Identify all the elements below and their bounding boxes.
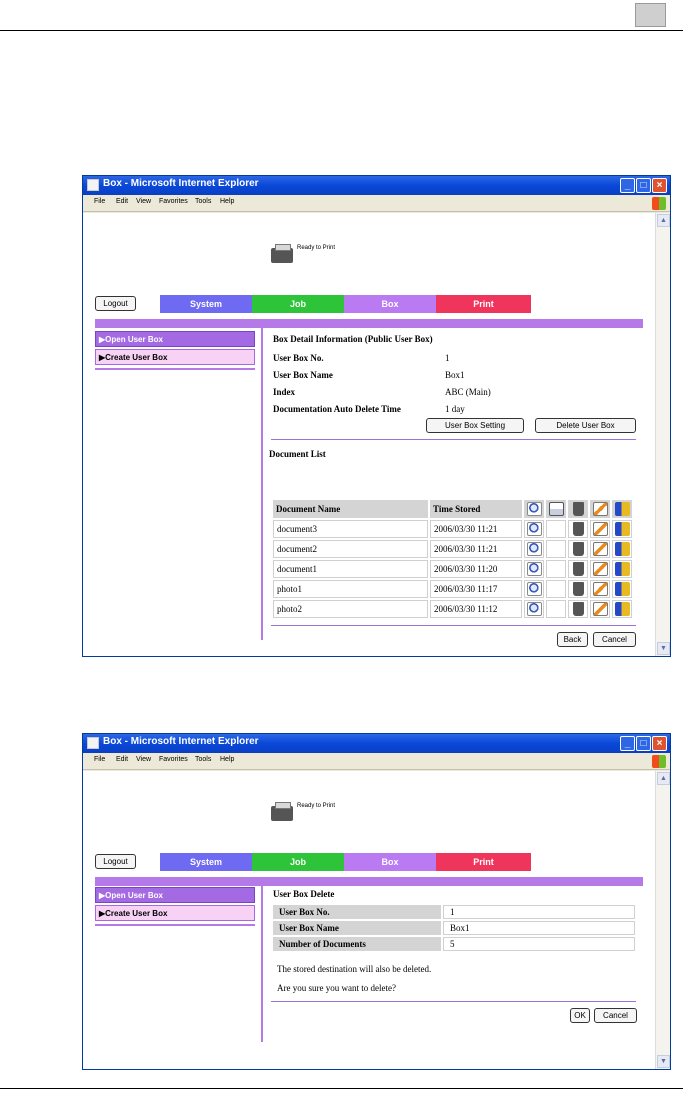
- maximize-button[interactable]: □: [636, 736, 651, 751]
- scroll-down-icon[interactable]: ▼: [657, 642, 670, 655]
- edit-cell: [590, 580, 610, 598]
- windows-logo-icon: [652, 197, 666, 210]
- column-header-download: [546, 500, 566, 518]
- delete-title: User Box Delete: [273, 889, 335, 899]
- download-cell: [546, 540, 566, 558]
- menu-help[interactable]: Help: [220, 198, 235, 205]
- printer-icon: [271, 248, 293, 263]
- status-text: Ready to Print: [297, 803, 336, 809]
- view-cell: [524, 560, 544, 578]
- menu-file[interactable]: File: [94, 756, 106, 763]
- column-header-move: [612, 500, 632, 518]
- page-content: [83, 213, 655, 656]
- window-title: Box - Microsoft Internet Explorer: [103, 178, 259, 189]
- download-cell: [546, 600, 566, 618]
- document-table: [271, 498, 634, 620]
- warning-message: The stored destination will also be deleted.: [277, 964, 432, 974]
- page-header-rule: [0, 30, 683, 31]
- detail-label: User Box Name: [273, 370, 333, 380]
- browser-window-delete: [82, 733, 671, 1070]
- ie-icon: [87, 737, 99, 749]
- document-name-cell: photo2: [273, 600, 428, 618]
- tab-box[interactable]: Box: [344, 853, 436, 871]
- delete-cell: [568, 520, 588, 538]
- delete-user-box-button[interactable]: Delete User Box: [535, 418, 636, 433]
- document-name-cell: document1: [273, 560, 428, 578]
- document-name-cell: photo1: [273, 580, 428, 598]
- time-stored-cell: 2006/03/30 11:21: [430, 540, 522, 558]
- edit-cell: [590, 560, 610, 578]
- detail-label: Index: [273, 387, 296, 397]
- window-title: Box - Microsoft Internet Explorer: [103, 736, 259, 747]
- table-row: [273, 540, 632, 558]
- menu-bar: [83, 195, 670, 212]
- edit-icon[interactable]: [593, 522, 608, 536]
- field-label: Number of Documents: [273, 937, 441, 951]
- scroll-down-icon[interactable]: ▼: [657, 1055, 670, 1068]
- view-icon[interactable]: [527, 582, 542, 596]
- edit-icon[interactable]: [593, 542, 608, 556]
- page-footer-rule: [0, 1088, 683, 1089]
- menu-edit[interactable]: Edit: [116, 756, 129, 763]
- move-cell: [612, 600, 632, 618]
- tab-print[interactable]: Print: [436, 853, 531, 871]
- scroll-up-icon[interactable]: ▲: [657, 214, 670, 227]
- download-cell: [546, 580, 566, 598]
- close-button[interactable]: ×: [652, 736, 667, 751]
- confirm-message: Are you sure you want to delete?: [277, 983, 396, 993]
- document-name-cell: document3: [273, 520, 428, 538]
- edit-icon[interactable]: [593, 582, 608, 596]
- tab-system[interactable]: System: [160, 853, 252, 871]
- close-button[interactable]: ×: [652, 178, 667, 193]
- tab-print[interactable]: Print: [436, 295, 531, 313]
- edit-icon[interactable]: [593, 562, 608, 576]
- tab-job[interactable]: Job: [252, 295, 344, 313]
- sidebar-item-label: Open User Box: [105, 891, 163, 900]
- move-cell: [612, 580, 632, 598]
- back-button[interactable]: Back: [557, 632, 588, 647]
- move-icon[interactable]: [615, 562, 630, 576]
- move-icon[interactable]: [615, 582, 630, 596]
- move-cell: [612, 560, 632, 578]
- windows-logo-icon: [652, 755, 666, 768]
- edit-icon: [593, 502, 608, 516]
- field-label: User Box No.: [273, 905, 441, 919]
- time-stored-cell: 2006/03/30 11:20: [430, 560, 522, 578]
- document-list-title: Document List: [269, 449, 326, 459]
- trash-icon[interactable]: [573, 542, 584, 556]
- download-cell: [546, 560, 566, 578]
- menu-edit[interactable]: Edit: [116, 198, 129, 205]
- header-divider: [95, 877, 643, 886]
- sidebar-item-create-user-box[interactable]: ▶Create User Box: [95, 905, 255, 921]
- menu-favorites[interactable]: Favorites: [159, 756, 188, 763]
- table-header-row: [273, 500, 632, 518]
- detail-value: 1 day: [445, 404, 465, 414]
- trash-icon[interactable]: [573, 562, 584, 576]
- view-cell: [524, 520, 544, 538]
- edit-cell: [590, 540, 610, 558]
- column-header-time-stored: Time Stored: [430, 500, 522, 518]
- edit-icon[interactable]: [593, 602, 608, 616]
- trash-icon[interactable]: [573, 602, 584, 616]
- tab-system[interactable]: System: [160, 295, 252, 313]
- vertical-scrollbar[interactable]: [655, 771, 670, 1069]
- minimize-button[interactable]: _: [620, 178, 635, 193]
- view-icon: [527, 502, 542, 516]
- field-value: 1: [443, 905, 635, 919]
- page-content: [83, 771, 655, 1069]
- trash-icon[interactable]: [573, 582, 584, 596]
- view-icon[interactable]: [527, 602, 542, 616]
- move-icon[interactable]: [615, 602, 630, 616]
- move-icon[interactable]: [615, 542, 630, 556]
- menu-tools[interactable]: Tools: [195, 756, 212, 763]
- header-divider: [95, 319, 643, 328]
- logout-button[interactable]: Logout: [95, 296, 136, 311]
- sidebar-item-label: Create User Box: [105, 909, 168, 918]
- edit-cell: [590, 600, 610, 618]
- divider: [271, 439, 636, 440]
- field-value: Box1: [443, 921, 635, 935]
- detail-value: Box1: [445, 370, 465, 380]
- field-label: User Box Name: [273, 921, 441, 935]
- time-stored-cell: 2006/03/30 11:21: [430, 520, 522, 538]
- table-row: [273, 921, 635, 935]
- column-header-edit: [590, 500, 610, 518]
- maximize-button[interactable]: □: [636, 178, 651, 193]
- delete-cell: [568, 560, 588, 578]
- menu-tools[interactable]: Tools: [195, 198, 212, 205]
- table-row: [273, 600, 632, 618]
- ok-button[interactable]: OK: [570, 1008, 590, 1023]
- download-cell: [546, 520, 566, 538]
- time-stored-cell: 2006/03/30 11:12: [430, 600, 522, 618]
- menu-view[interactable]: View: [136, 198, 152, 205]
- sidebar-item-label: Create User Box: [105, 353, 168, 362]
- column-header-view: [524, 500, 544, 518]
- status-text: Ready to Print: [297, 245, 336, 251]
- ie-icon: [87, 179, 99, 191]
- detail-value: ABC (Main): [445, 387, 491, 397]
- download-icon: [549, 502, 564, 516]
- logout-button[interactable]: Logout: [95, 854, 136, 869]
- vertical-scrollbar[interactable]: [655, 213, 670, 656]
- divider: [271, 625, 636, 626]
- time-stored-cell: 2006/03/30 11:17: [430, 580, 522, 598]
- printer-icon: [271, 806, 293, 821]
- field-value: 5: [443, 937, 635, 951]
- trash-icon[interactable]: [573, 522, 584, 536]
- delete-cell: [568, 540, 588, 558]
- view-cell: [524, 600, 544, 618]
- view-icon[interactable]: [527, 562, 542, 576]
- browser-window-detail: [82, 175, 671, 657]
- title-bar: [83, 176, 670, 195]
- tab-job[interactable]: Job: [252, 853, 344, 871]
- sidebar-item-label: Open User Box: [105, 335, 163, 344]
- cancel-button[interactable]: Cancel: [594, 1008, 637, 1023]
- menu-help[interactable]: Help: [220, 756, 235, 763]
- column-header-document-name: Document Name: [273, 500, 428, 518]
- detail-title: Box Detail Information (Public User Box): [273, 334, 433, 344]
- table-row: [273, 560, 632, 578]
- view-icon[interactable]: [527, 542, 542, 556]
- table-row: [273, 905, 635, 919]
- table-row: [273, 937, 635, 951]
- sidebar-divider: [95, 368, 255, 370]
- detail-value: 1: [445, 353, 450, 363]
- view-cell: [524, 540, 544, 558]
- cancel-button[interactable]: Cancel: [593, 632, 636, 647]
- document-name-cell: document2: [273, 540, 428, 558]
- view-cell: [524, 580, 544, 598]
- menu-view[interactable]: View: [136, 756, 152, 763]
- move-cell: [612, 520, 632, 538]
- table-row: [273, 580, 632, 598]
- sidebar-vertical-rule: [261, 328, 263, 640]
- edit-cell: [590, 520, 610, 538]
- tab-box[interactable]: Box: [344, 295, 436, 313]
- detail-label: User Box No.: [273, 353, 324, 363]
- sidebar-divider: [95, 924, 255, 926]
- delete-cell: [568, 600, 588, 618]
- scroll-up-icon[interactable]: ▲: [657, 772, 670, 785]
- user-box-info-table: [271, 903, 637, 953]
- view-icon[interactable]: [527, 522, 542, 536]
- detail-label: Documentation Auto Delete Time: [273, 404, 401, 414]
- table-row: [273, 520, 632, 538]
- sidebar-item-open-user-box[interactable]: ▶Open User Box: [95, 331, 255, 347]
- page-number-box: [635, 3, 666, 27]
- menu-file[interactable]: File: [94, 198, 106, 205]
- title-bar: [83, 734, 670, 753]
- menu-bar: [83, 753, 670, 770]
- column-header-delete: [568, 500, 588, 518]
- user-box-setting-button[interactable]: User Box Setting: [426, 418, 524, 433]
- move-cell: [612, 540, 632, 558]
- divider: [271, 1001, 636, 1002]
- delete-cell: [568, 580, 588, 598]
- menu-favorites[interactable]: Favorites: [159, 198, 188, 205]
- sidebar-item-create-user-box[interactable]: ▶Create User Box: [95, 349, 255, 365]
- sidebar-item-open-user-box[interactable]: ▶Open User Box: [95, 887, 255, 903]
- move-icon: [615, 502, 630, 516]
- sidebar-vertical-rule: [261, 886, 263, 1042]
- minimize-button[interactable]: _: [620, 736, 635, 751]
- move-icon[interactable]: [615, 522, 630, 536]
- trash-icon: [573, 502, 584, 516]
